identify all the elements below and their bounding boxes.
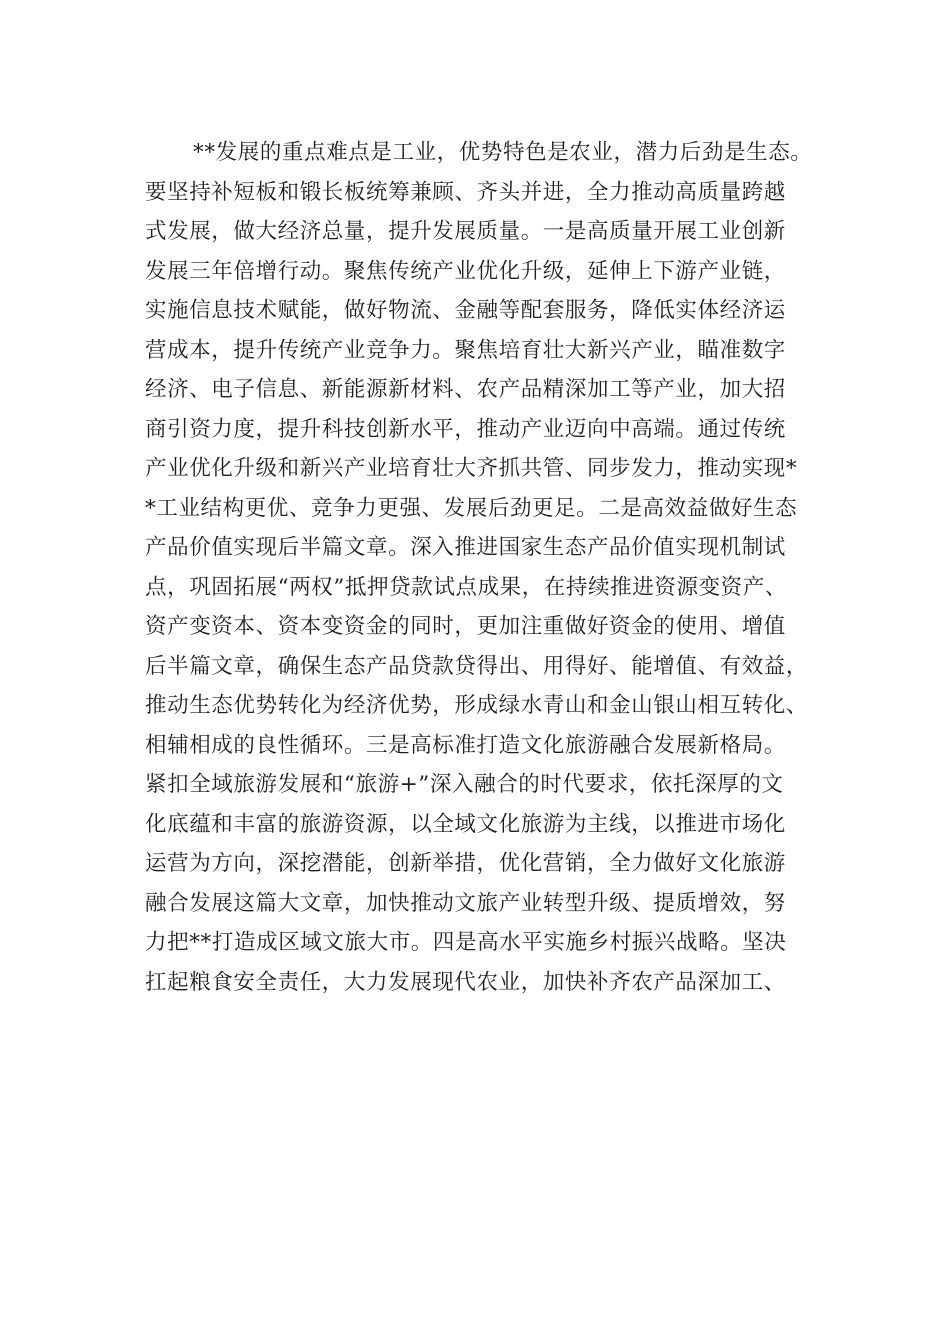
text-line: 力把**打造成区域文旅大市。四是高水平实施乡村振兴战略。坚决: [145, 930, 787, 955]
text-line: 商引资力度，提升科技创新水平，推动产业迈向中高端。通过传统: [145, 416, 786, 442]
text-line: 式发展，做大经济总量，提升发展质量。一是高质量开展工业创新: [145, 219, 786, 244]
text-line: 要坚持补短板和锻长板统筹兼顾、齐头并进，全力推动高质量跨越: [145, 179, 786, 205]
text-line: *工业结构更优、竞争力更强、发展后劲更足。二是高效益做好生态: [145, 495, 798, 521]
text-line: 扛起粮食安全责任，大力发展现代农业，加快补齐农产品深加工、: [145, 969, 786, 995]
text-line: 推动生态优势转化为经济优势，形成绿水青山和金山银山相互转化、: [145, 693, 809, 718]
text-line: 产业优化升级和新兴产业培育壮大齐抓共管、同步发力，推动实现*: [145, 456, 798, 481]
body-paragraph: [145, 133, 835, 1002]
text-line: 运营为方向，深挖潜能，创新举措，优化营销，全力做好文化旅游: [145, 851, 786, 876]
text-line: 融合发展这篇大文章，加快推动文旅产业转型升级、提质增效，努: [145, 890, 786, 916]
text-line: 营成本，提升传统产业竞争力。聚焦培育壮大新兴产业，瞄准数字: [145, 337, 786, 363]
text-line: 经济、电子信息、新能源新材料、农产品精深加工等产业，加大招: [145, 377, 786, 402]
text-line: 紧扣全域旅游发展和“旅游+”深入融合的时代要求，依托深厚的文: [145, 772, 784, 797]
text-line: 发展三年倍增行动。聚焦传统产业优化升级，延伸上下游产业链，: [145, 258, 786, 284]
text-line: 点，巩固拓展“两权”抵押贷款试点成果，在持续推进资源变资产、: [145, 574, 787, 600]
text-line: **发展的重点难点是工业，优势特色是农业，潜力后劲是生态。: [193, 140, 813, 165]
text-line: 后半篇文章，确保生态产品贷款贷得出、用得好、能增值、有效益，: [145, 653, 809, 679]
text-line: 资产变资本、资本变资金的同时，更加注重做好资金的使用、增值: [145, 614, 786, 639]
text-line: 实施信息技术赋能，做好物流、金融等配套服务，降低实体经济运: [145, 298, 786, 323]
text-line: 相辅相成的良性循环。三是高标准打造文化旅游融合发展新格局。: [145, 732, 786, 758]
text-line: 化底蕴和丰富的旅游资源，以全域文化旅游为主线，以推进市场化: [145, 811, 786, 837]
text-line: 产品价值实现后半篇文章。深入推进国家生态产品价值实现机制试: [145, 535, 786, 560]
